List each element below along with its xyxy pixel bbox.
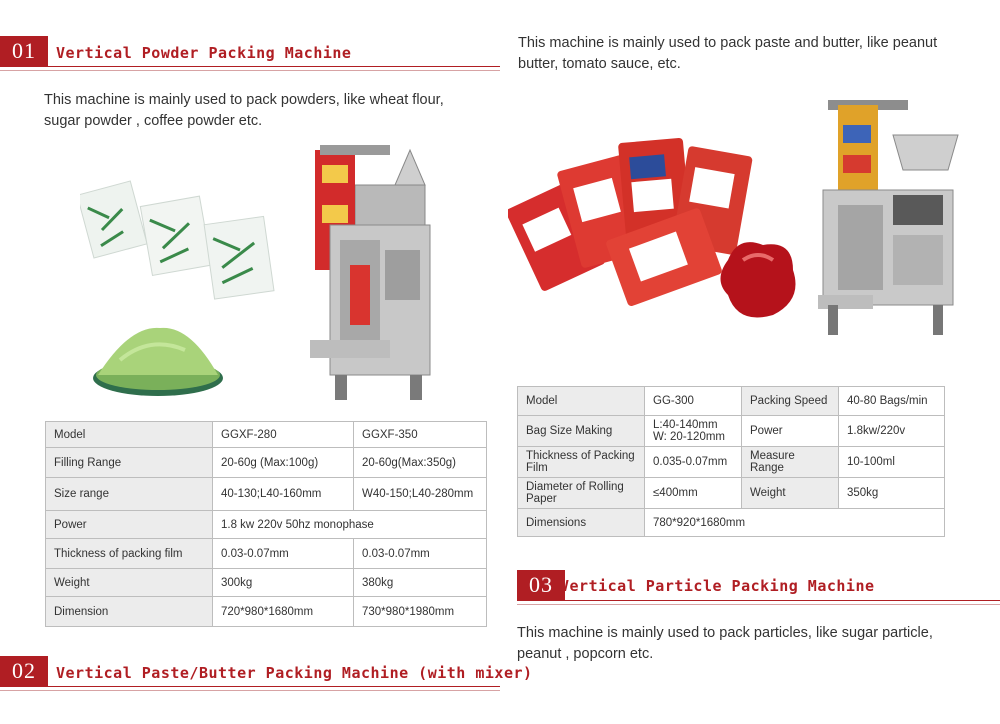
table-row <box>518 387 945 416</box>
table-cell: 20-60g(Max:350g) <box>354 448 487 478</box>
section-01-rule-thin <box>0 70 500 71</box>
table-cell: 20-60g (Max:100g) <box>213 448 354 478</box>
sauce-sachets-image <box>508 130 808 330</box>
table-cell: 40-130;L40-160mm <box>213 478 354 511</box>
table-row <box>518 416 945 447</box>
table-cell: Power <box>742 416 839 447</box>
section-02-description: This machine is mainly used to pack paste and butter, like peanut butter, tomato sauce, etc. <box>518 35 938 72</box>
section-01-rule <box>0 66 500 67</box>
table-cell: 40-80 Bags/min <box>839 387 945 416</box>
section-03-rule <box>517 600 1000 601</box>
table-cell: Thickness of Packing Film <box>518 447 645 478</box>
table-row <box>518 509 945 537</box>
table-row <box>518 447 945 478</box>
table-cell: 350kg <box>839 478 945 509</box>
table-cell: Weight <box>742 478 839 509</box>
table-cell: Size range <box>46 478 213 511</box>
table-cell: 1.8 kw 220v 50hz monophase <box>213 511 487 539</box>
table-cell: Weight <box>46 569 213 597</box>
section-02-title: Vertical Paste/Butter Packing Machine (with mixer) <box>56 664 533 682</box>
table-cell: Filling Range <box>46 448 213 478</box>
table-cell: Model <box>46 422 213 448</box>
table-cell: 0.03-0.07mm <box>354 539 487 569</box>
section-02-number-badge: 02 <box>0 656 48 686</box>
table-cell: 1.8kw/220v <box>839 416 945 447</box>
section-03-rule-thin <box>517 604 1000 605</box>
table-cell: GGXF-280 <box>213 422 354 448</box>
table-cell: 780*920*1680mm <box>645 509 945 537</box>
section-03-title: Vertical Particle Packing Machine <box>560 577 875 595</box>
table-cell: GG-300 <box>645 387 742 416</box>
table-cell: Dimension <box>46 597 213 627</box>
table-row <box>46 569 487 597</box>
section-03-number-badge: 03 <box>517 570 565 600</box>
table-cell: Measure Range <box>742 447 839 478</box>
table-cell: 10-100ml <box>839 447 945 478</box>
table-row <box>46 511 487 539</box>
table-cell: 0.03-0.07mm <box>213 539 354 569</box>
table-row <box>46 539 487 569</box>
table-cell: 300kg <box>213 569 354 597</box>
table-row <box>46 597 487 627</box>
table-cell: W40-150;L40-280mm <box>354 478 487 511</box>
table-row <box>46 478 487 511</box>
section-01-number-badge: 01 <box>0 36 48 66</box>
table-cell: Diameter of Rolling Paper <box>518 478 645 509</box>
table-cell: Model <box>518 387 645 416</box>
table-cell: L:40-140mm W: 20-120mm <box>645 416 742 447</box>
table-cell: ≤400mm <box>645 478 742 509</box>
section-02-rule <box>0 686 500 687</box>
section-02-rule-thin <box>0 690 500 691</box>
table-cell: 730*980*1980mm <box>354 597 487 627</box>
paste-packing-machine-image <box>808 95 968 345</box>
table-cell: Dimensions <box>518 509 645 537</box>
table-cell: 380kg <box>354 569 487 597</box>
spec-table-paste <box>517 386 945 537</box>
section-01-description: This machine is mainly used to pack powders, like wheat flour, sugar powder , coffee powder etc. <box>44 92 444 129</box>
table-row <box>46 448 487 478</box>
table-row <box>518 478 945 509</box>
green-powder-pile-image <box>90 320 230 400</box>
spec-table-powder <box>45 421 487 627</box>
powder-packing-machine-image <box>300 145 440 405</box>
section-03-description: This machine is mainly used to pack particles, like sugar particle, peanut , popcorn etc. <box>517 625 933 662</box>
powder-sachets-image <box>80 170 280 310</box>
table-cell: Thickness of packing film <box>46 539 213 569</box>
table-cell: Bag Size Making <box>518 416 645 447</box>
table-cell: 720*980*1680mm <box>213 597 354 627</box>
table-cell: Power <box>46 511 213 539</box>
table-cell: 0.035-0.07mm <box>645 447 742 478</box>
section-01-title: Vertical Powder Packing Machine <box>56 44 352 62</box>
table-cell: GGXF-350 <box>354 422 487 448</box>
table-row <box>46 422 487 448</box>
table-cell: Packing Speed <box>742 387 839 416</box>
